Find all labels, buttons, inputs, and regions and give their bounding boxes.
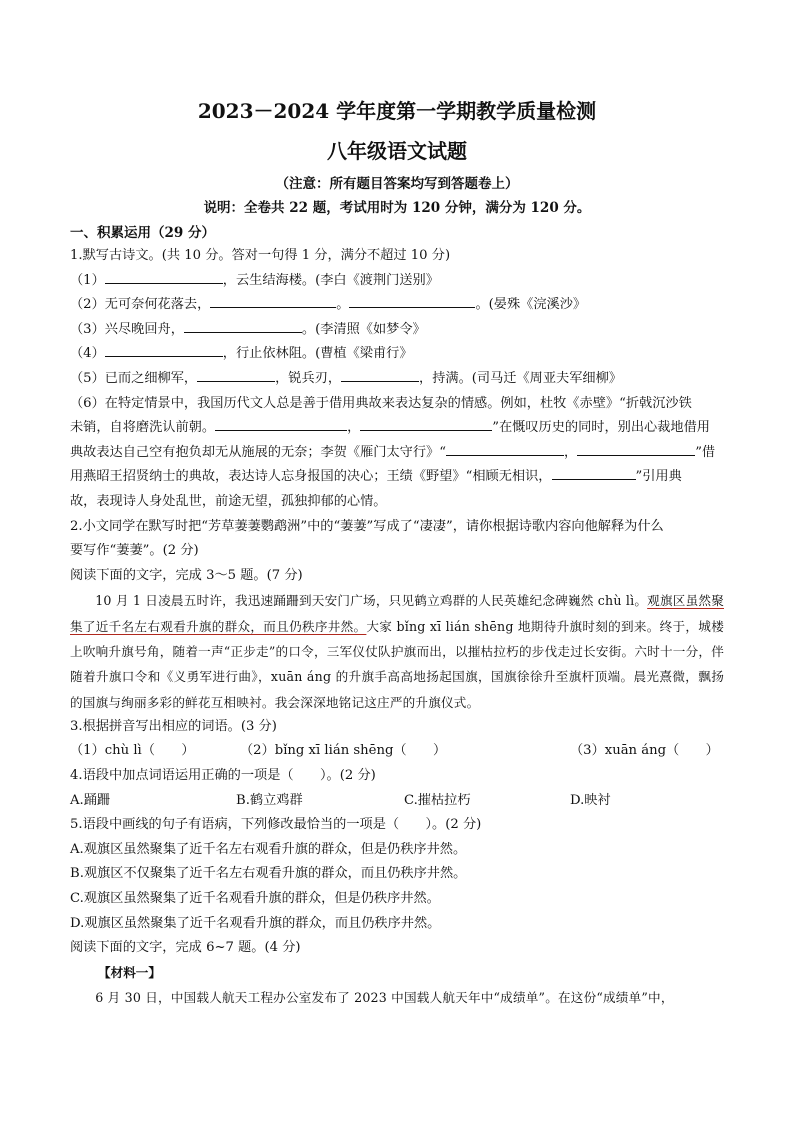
q5-option-a: A.观旗区虽然聚集了近千名左右观看升旗的群众，但是仍秩序井然。 (70, 841, 467, 857)
answer-blank (105, 342, 223, 357)
q4-options (70, 789, 724, 814)
q3-prompt: 3.根据拼音写出相应的词语。(3 分) (70, 718, 277, 734)
section-heading: 一、积累运用（29 分） (70, 225, 215, 241)
answer-blank (360, 416, 492, 431)
q3-option-1: （1）chù lì（ ） (70, 743, 195, 759)
q2-line2: 要写作“萋萋”。(2 分) (70, 543, 199, 559)
answer-blank (184, 318, 302, 333)
exam-title: 2023－2024 学年度第一学期教学质量检测 (197, 99, 597, 123)
q1-item-3: （3）兴尽晚回舟， 。(李清照《如梦令》 (70, 318, 724, 343)
q1-item-6-line4: 用燕昭王招贤纳士的典故，表达诗人忘身报国的决心；王绩《野望》“相顾无相识， ”引用典 (70, 465, 724, 490)
q3-option-2: （2）bǐng xī lián shēng（ ） (240, 743, 447, 759)
q1-item-1: （1） ，云生结海楼。(李白《渡荆门送别》 (70, 269, 724, 294)
reading-instruction-1: 阅读下面的文字，完成 3～5 题。(7 分) (70, 567, 303, 583)
reading-passage: 10 月 1 日凌晨五时许，我迅速踊跚到天安门广场，只见鹤立鸡群的人民英雄纪念碑巍然 chù lì。观旗区虽然聚集了近千名左右观看升旗的群众，而且仍秩序井然。大家 bǐng xī lián shēng 地期待升旗时刻的到来。终于，城楼上吹响升旗号角，随着一声“正步走”的口令，三军仪仗队护旗而出，以摧枯拉朽的步伐走过长安街。六时十一分，伴随着升旗口令和《义勇军进行曲》，xuān áng 的升旗手高高地扬起国旗，国旗徐徐升至旗杆顶端。晨光熹微，飘扬的国旗与绚丽多彩的鲜花互相映衬。我会深深地铭记这庄严的升旗仪式。 (70, 593, 724, 710)
exam-notice: （注意：所有题目答案均写到答题卷上） (275, 176, 519, 192)
q1-prompt: 1.默写古诗文。(共 10 分。答对一句得 1 分，满分不超过 10 分) (70, 248, 451, 263)
material-1-label: 【材料一】 (98, 964, 161, 980)
q4-option-c: C.摧枯拉朽 (404, 792, 471, 808)
exam-subtitle: 八年级语文试题 (327, 139, 467, 163)
q4-option-a: A.踊跚 (70, 792, 111, 808)
underlined-sentence: 观旗区虽然聚集了近千名左右观看升旗的群众，而且仍秩序井然。 (70, 593, 724, 634)
q1-item-6-line2: 未销，自将磨洗认前朝。 ， ”在慨叹历史的同时，别出心裁地借用 (70, 416, 724, 441)
q1-item-5: （5）已而之细柳军， ，锐兵刃， ，持满。(司马迁《周亚夫军细柳》 (70, 367, 724, 392)
q4-option-b: B.鹤立鸡群 (236, 792, 303, 808)
q2-line1: 2.小文同学在默写时把“芳草萋萋鹦鹉洲”中的“萋萋”写成了“凄凄”，请你根据诗歌内容向他解释为什么 (70, 518, 664, 534)
q4-option-d: D.映衬 (570, 792, 611, 808)
answer-blank (577, 441, 695, 456)
exam-instructions: 说明：全卷共 22 题，考试用时为 120 分钟，满分为 120 分。 (203, 200, 591, 216)
answer-blank (197, 367, 275, 382)
answer-blank (341, 367, 419, 382)
material-1-text: 6 月 30 日，中国载人航天工程办公室发布了 2023 中国载人航天年中“成绩单”。在这份“成绩单”中， (95, 989, 674, 1005)
answer-blank (215, 416, 347, 431)
answer-blank (105, 269, 223, 284)
q1-item-4: （4） ，行止依林阻。(曹植《梁甫行》 (70, 342, 724, 367)
q5-option-d: D.观旗区虽然聚集了近千名观看升旗的群众，而且仍秩序井然。 (70, 915, 441, 931)
reading-instruction-2: 阅读下面的文字，完成 6~7 题。(4 分) (70, 940, 301, 956)
answer-blank (446, 441, 564, 456)
answer-blank (210, 293, 336, 308)
q3-options (70, 739, 724, 764)
q1-item-6-line5: 故，表现诗人身处乱世，前途无望，孤独抑郁的心情。 (70, 493, 387, 509)
answer-blank (552, 465, 636, 480)
q5-option-b: B.观旗区不仅聚集了近千名左右观看升旗的群众，而且仍秩序井然。 (70, 866, 467, 882)
answer-blank (349, 293, 475, 308)
q3-option-3: （3）xuān áng（ ） (570, 743, 719, 759)
q1-item-6-line3: 典故表达自己空有抱负却无从施展的无奈；李贺《雁门太守行》“ ， ”借 (70, 441, 724, 466)
q1-item-6-line1: （6）在特定情景中，我国历代文人总是善于借用典故来表达复杂的情感。例如，杜牧《赤壁》“折戟沉沙铁 (70, 395, 692, 411)
q1-item-2: （2）无可奈何花落去， 。 。(晏殊《浣溪沙》 (70, 293, 724, 318)
q5-option-c: C.观旗区虽然聚集了近千名观看升旗的群众，但是仍秩序井然。 (70, 890, 440, 906)
q4-prompt: 4.语段中加点词语运用正确的一项是（ ）。(2 分) (70, 767, 376, 783)
q5-prompt: 5.语段中画线的句子有语病，下列修改最恰当的一项是（ ）。(2 分) (70, 817, 482, 833)
